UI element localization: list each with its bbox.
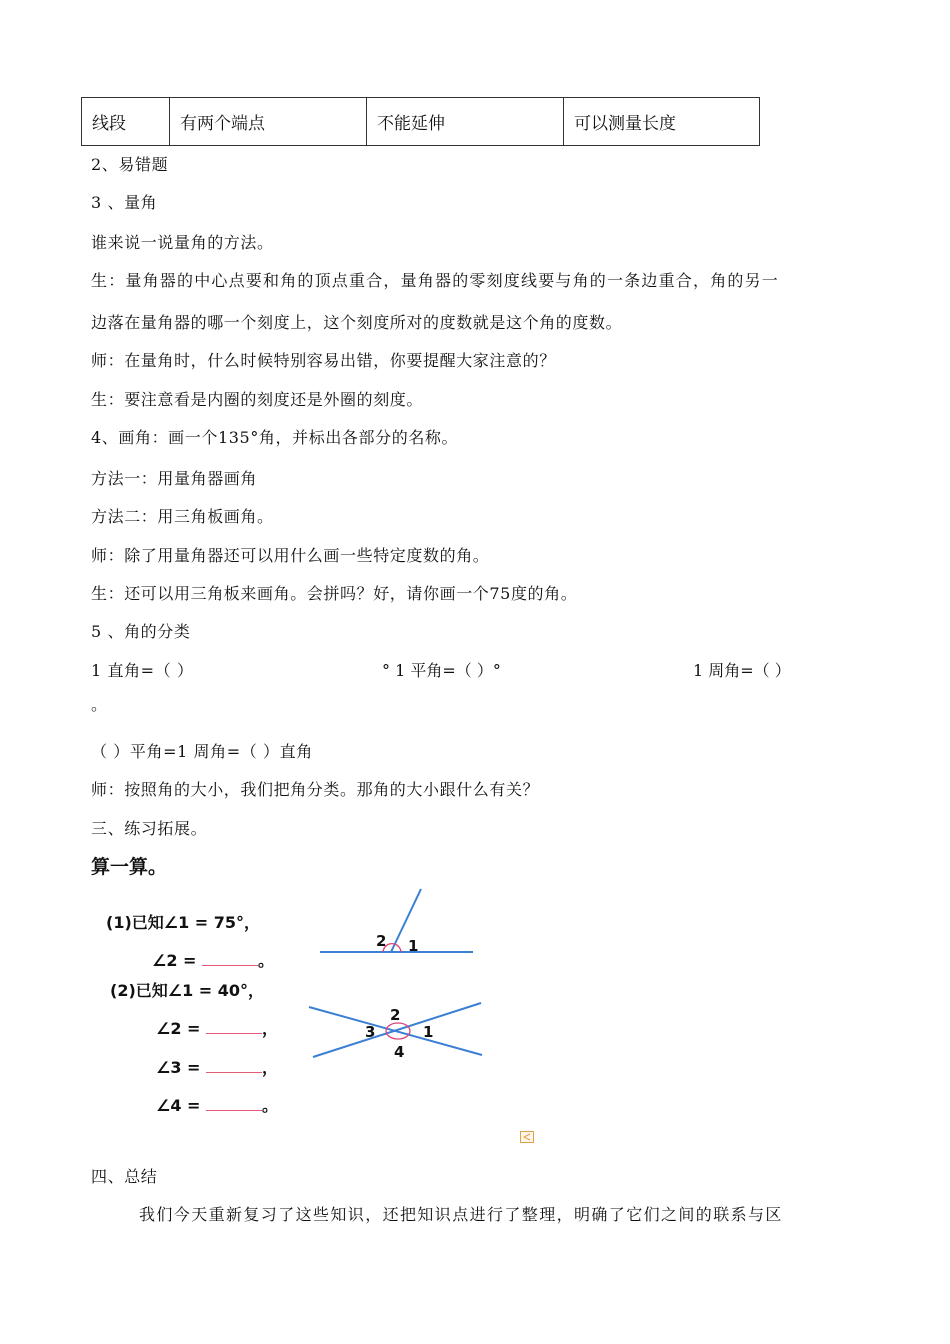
answer-label: ∠3 = — [156, 1058, 201, 1077]
angle-figure-1 — [315, 885, 480, 960]
answer-line — [156, 1055, 278, 1078]
question-1: (1)已知∠1 = 75°， — [106, 913, 261, 932]
comma-mark: ， — [262, 1058, 279, 1077]
answer-label: ∠4 = — [156, 1096, 201, 1115]
answer-line — [156, 1093, 278, 1116]
angle-label-1: 1 — [423, 1023, 434, 1041]
angle-label-2: 2 — [376, 932, 387, 950]
angle-label-1: 1 — [408, 937, 419, 955]
section-heading: 5 、角的分类 — [91, 622, 191, 641]
text-line: （ ）平角=1 周角=（ ）直角 — [91, 742, 313, 761]
text-line: 师：在量角时，什么时候特别容易出错，你要提醒大家注意的？ — [91, 351, 556, 370]
answer-blank — [206, 1058, 262, 1073]
text-line: 我们今天重新复习了这些知识，还把知识点进行了整理，明确了它们之间的联系与区 — [139, 1205, 783, 1224]
text-line: 。 — [91, 695, 108, 714]
table-cell: 可以测量长度 — [564, 98, 760, 146]
section-heading: 3 、量角 — [91, 193, 158, 212]
table-cell: 线段 — [82, 98, 170, 146]
angle-label-2: 2 — [390, 1006, 401, 1024]
text-line: 方法一：用量角器画角 — [91, 469, 258, 488]
text-line: 三、练习拓展。 — [91, 819, 208, 838]
period-mark: 。 — [258, 951, 275, 970]
text-line: 方法二：用三角板画角。 — [91, 507, 274, 526]
angle-figure-2 — [305, 995, 490, 1065]
table-cell: 不能延伸 — [367, 98, 564, 146]
answer-line — [156, 1016, 278, 1039]
answer-blank — [202, 951, 258, 966]
angle-label-4: 4 — [394, 1043, 405, 1061]
table-row — [82, 98, 760, 146]
text-line: 边落在量角器的哪一个刻度上，这个刻度所对的度数就是这个角的度数。 — [91, 313, 623, 332]
text-line: 师：除了用量角器还可以用什么画一些特定度数的角。 — [91, 546, 490, 565]
answer-label: ∠2 = — [156, 1019, 201, 1038]
answer-line — [152, 948, 274, 971]
answer-blank — [206, 1096, 262, 1111]
image-placeholder-icon — [520, 1131, 534, 1143]
text-line: 1 直角=（ ） — [91, 661, 194, 680]
exercise-title: 算一算。 — [91, 856, 168, 878]
text-line: 生：量角器的中心点要和角的顶点重合，量角器的零刻度线要与角的一条边重合，角的另一 — [91, 271, 780, 290]
angle-label-3: 3 — [365, 1023, 376, 1041]
period-mark: 。 — [262, 1096, 279, 1115]
answer-blank — [206, 1019, 262, 1034]
text-line: 4、画角：画一个135°角，并标出各部分的名称。 — [91, 428, 459, 447]
table-cell: 有两个端点 — [170, 98, 367, 146]
segment-table — [81, 97, 760, 146]
text-line: 生：要注意看是内圈的刻度还是外圈的刻度。 — [91, 390, 424, 409]
comma-mark: ， — [262, 1019, 279, 1038]
text-line: 生：还可以用三角板来画角。会拼吗？好，请你画一个75度的角。 — [91, 584, 578, 603]
text-line: ° 1 平角=（ ）° — [382, 661, 501, 680]
text-line: 1 周角=（ ） — [693, 661, 791, 680]
question-2: (2)已知∠1 = 40°， — [110, 981, 265, 1000]
text-line: 谁来说一说量角的方法。 — [91, 233, 274, 252]
answer-label: ∠2 = — [152, 951, 197, 970]
text-line: 师：按照角的大小，我们把角分类。那角的大小跟什么有关？ — [91, 780, 540, 799]
section-heading: 四、总结 — [91, 1167, 158, 1186]
text-line: 2、易错题 — [91, 155, 169, 174]
